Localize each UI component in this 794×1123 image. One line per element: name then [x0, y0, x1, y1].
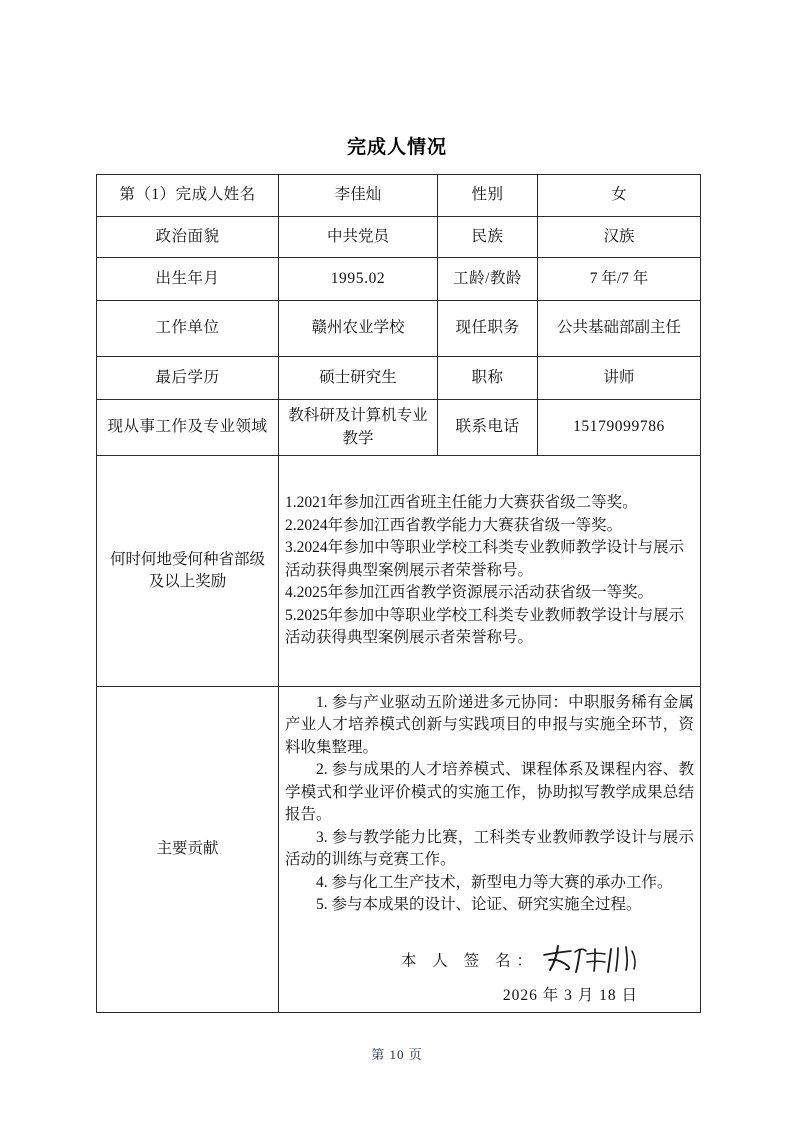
award-item: 2.2024年参加江西省教学能力大赛获省级一等奖。 [285, 516, 623, 534]
contribution-item: 3. 参与教学能力比赛，工科类专业教师教学设计与展示活动的训练与竞赛工作。 [285, 828, 694, 869]
awards-label: 何时何地受何种省部级及以上奖励 [97, 456, 279, 687]
field-value-workplace: 赣州农业学校 [279, 301, 438, 357]
field-label-ethnicity: 民族 [438, 217, 538, 258]
field-value-work-field: 教科研及计算机专业教学 [279, 400, 438, 456]
page-footer: 第 10 页 [371, 1047, 423, 1062]
field-value-name: 李佳灿 [279, 175, 438, 217]
field-label-birth-date: 出生年月 [97, 258, 279, 301]
contribution-content [279, 687, 701, 1013]
field-value-gender: 女 [538, 175, 701, 217]
field-label-workplace: 工作单位 [97, 301, 279, 357]
table-row [97, 258, 701, 301]
field-label-position: 现任职务 [438, 301, 538, 357]
award-item: 5.2025年参加中等职业学校工科类专业教师教学设计与展示活动获得典型案例展示者荣誉称号。 [285, 606, 685, 647]
field-label-political-status: 政治面貌 [97, 217, 279, 258]
table-row [97, 357, 701, 400]
award-item: 4.2025年参加江西省教学资源展示活动获省级一等奖。 [285, 584, 654, 602]
awards-list [279, 456, 701, 687]
field-label-education: 最后学历 [97, 357, 279, 400]
field-label-title-rank: 职称 [438, 357, 538, 400]
field-value-birth-date: 1995.02 [279, 258, 438, 301]
page-title: 完成人情况 [346, 136, 447, 158]
table-row-contribution [97, 687, 701, 1013]
field-label-gender: 性别 [438, 175, 538, 217]
signature-label: 本 人 签 名： [400, 952, 538, 970]
signature-row [285, 945, 694, 975]
field-value-political-status: 中共党员 [279, 217, 438, 258]
table-row-awards [97, 456, 701, 687]
table-row [97, 175, 701, 217]
field-value-ethnicity: 汉族 [538, 217, 701, 258]
field-label-years-of-service: 工龄/教龄 [438, 258, 538, 301]
field-value-years-of-service: 7 年/7 年 [538, 258, 701, 301]
contribution-label: 主要贡献 [97, 687, 279, 1013]
award-item: 1.2021年参加江西省班主任能力大赛获省级二等奖。 [285, 494, 638, 512]
award-item: 3.2024年参加中等职业学校工科类专业教师教学设计与展示活动获得典型案例展示者荣誉称号。 [285, 539, 685, 579]
field-value-phone: 15179099786 [538, 400, 701, 456]
field-label-name: 第（1）完成人姓名 [97, 175, 279, 217]
table-row [97, 217, 701, 258]
table-row [97, 301, 701, 357]
table-row [97, 400, 701, 456]
contribution-item: 2. 参与成果的人才培养模式、课程体系及课程内容、教学模式和学业评价模式的实施工作，协助拟写教学成果总结报告。 [285, 761, 694, 824]
field-value-title-rank: 讲师 [538, 357, 701, 400]
handwritten-signature-icon [538, 943, 642, 977]
field-value-education: 硕士研究生 [279, 357, 438, 400]
field-value-position: 公共基础部副主任 [538, 301, 701, 357]
contribution-item: 5. 参与本成果的设计、论证、研究实施全过程。 [316, 896, 642, 914]
signature-date: 2026 年 3 月 18 日 [502, 986, 638, 1004]
contribution-item: 1. 参与产业驱动五阶递进多元协同：中职服务稀有金属产业人才培养模式创新与实践项目的申报与实施全环节，资料收集整理。 [285, 694, 694, 756]
completer-info-table [96, 174, 701, 1013]
field-label-phone: 联系电话 [438, 400, 538, 456]
contribution-item: 4. 参与化工生产技术，新型电力等大赛的承办工作。 [316, 873, 673, 891]
field-label-work-field: 现从事工作及专业领域 [97, 400, 279, 456]
